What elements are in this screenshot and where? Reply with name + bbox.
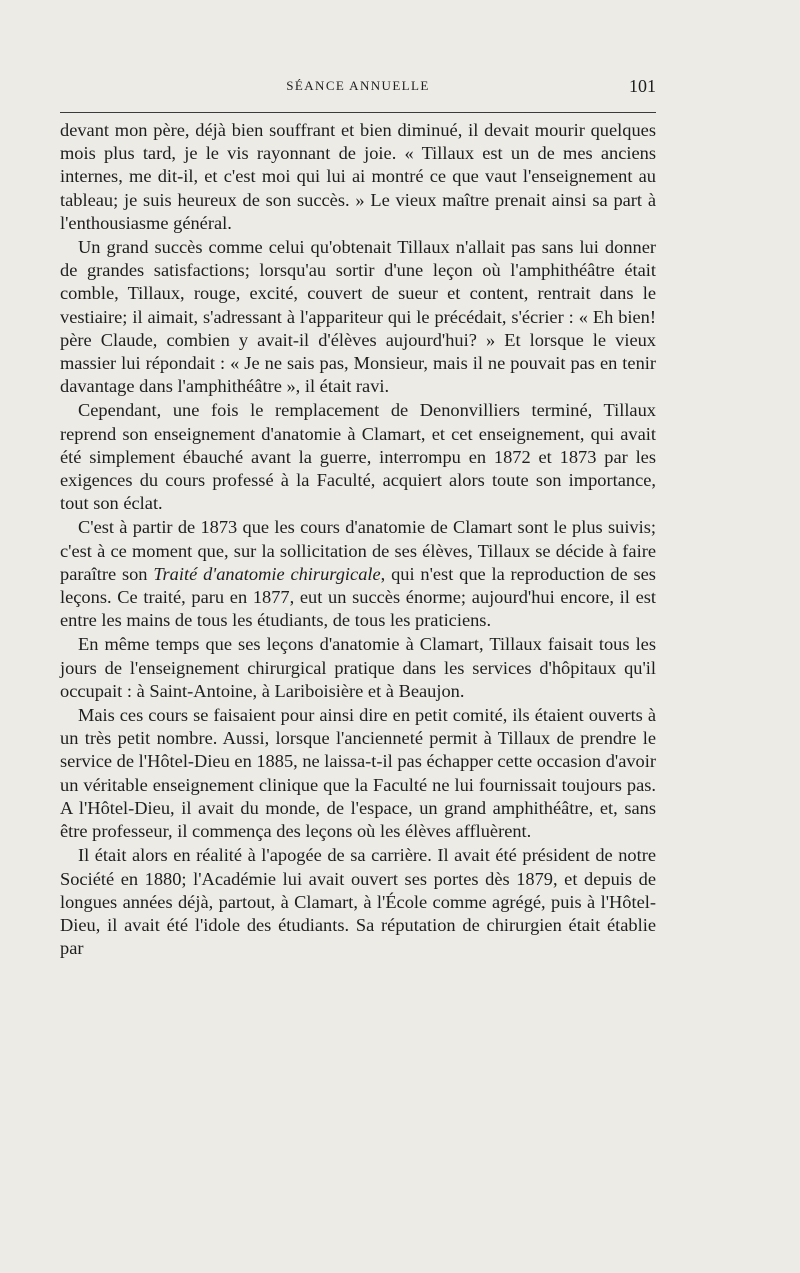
book-title: Traité d'anatomie chirurgicale (153, 563, 381, 584)
paragraph: Mais ces cours se faisaient pour ainsi dire en petit comité, ils étaient ouverts à un très petit nombre. Aussi, lorsque l'ancienneté permit à Tillaux de prendre le service de l'Hôtel-Dieu en 1885, ne laissa-t-il pas échapper cette occasion d'avoir un véritable enseignement clinique que la Faculté ne lui fournissait toujours pas. A l'Hôtel-Dieu, il avait du monde, de l'espace, un grand amphithéâtre, et, sans être professeur, il commença des leçons où les élèves affluèrent. (60, 705, 656, 842)
paragraph (60, 516, 656, 632)
paragraph: devant mon père, déjà bien souffrant et bien diminué, il devait mourir quelques mois plus tard, je le vis rayonnant de joie. « Tillaux est un de mes anciens internes, me dit-il, et c'est moi qui lui ai montré ce que vaut l'enseignement au tableau; je suis heureux de son succès. » Le vieux maître prenait ainsi sa part à l'enthousiasme général. (60, 120, 656, 233)
running-head: SÉANCE ANNUELLE (286, 78, 430, 93)
paragraph: En même temps que ses leçons d'anatomie à Clamart, Tillaux faisait tous les jours de l'enseignement chirurgical pratique dans les services d'hôpitaux qu'il occupait : à Saint-Antoine, à Lariboisière et à Beaujon. (60, 634, 656, 701)
paragraph: Un grand succès comme celui qu'obtenait Tillaux n'allait pas sans lui donner de grandes satisfactions; lorsqu'au sortir d'une leçon où l'amphithéâtre était comble, Tillaux, rouge, excité, couvert de sueur et content, rentrait dans le vestiaire; il aimait, s'adressant à l'appariteur qui le précédait, s'écrier : « Eh bien! père Claude, combien y avait-il d'élèves aujourd'hui? » Et lorsque le vieux massier lui répondait : « Je ne sais pas, Monsieur, mais il ne pouvait pas en tenir davantage dans l'amphithéâtre », il était ravi. (60, 237, 656, 397)
page-header (60, 78, 656, 100)
header-rule (60, 112, 656, 113)
body-text (60, 119, 656, 961)
paragraph-text: C'est à partir de 1873 que les cours d'anatomie de Clamart sont le plus suivis; c'est à ce moment que, sur la sollicitation de ses élèves, Tillaux se décide à faire paraître son (60, 517, 656, 584)
page-number: 101 (629, 76, 656, 96)
paragraph: Il était alors en réalité à l'apogée de sa carrière. Il avait été président de notre Société en 1880; l'Académie lui avait ouvert ses portes dès 1879, et depuis de longues années déjà, partout, à Clamart, à l'École comme agrégé, puis à l'Hôtel-Dieu, il avait été l'idole des étudiants. Sa réputation de chirurgien était établie par (60, 845, 656, 959)
paragraph: Cependant, une fois le remplacement de Denonvilliers terminé, Tillaux reprend son enseignement d'anatomie à Clamart, et cet enseignement, qui avait été simplement ébauché avant la guerre, interrompu en 1872 et 1873 par les exigences du cours professé à la Faculté, acquiert alors toute son importance, tout son éclat. (60, 400, 656, 514)
paragraph-text: , qui n'est que la reproduction de ses leçons. Ce traité, paru en 1877, eut un succès énorme; aujourd'hui encore, il est entre les mains de tous les étudiants, de tous les praticiens. (60, 563, 656, 631)
